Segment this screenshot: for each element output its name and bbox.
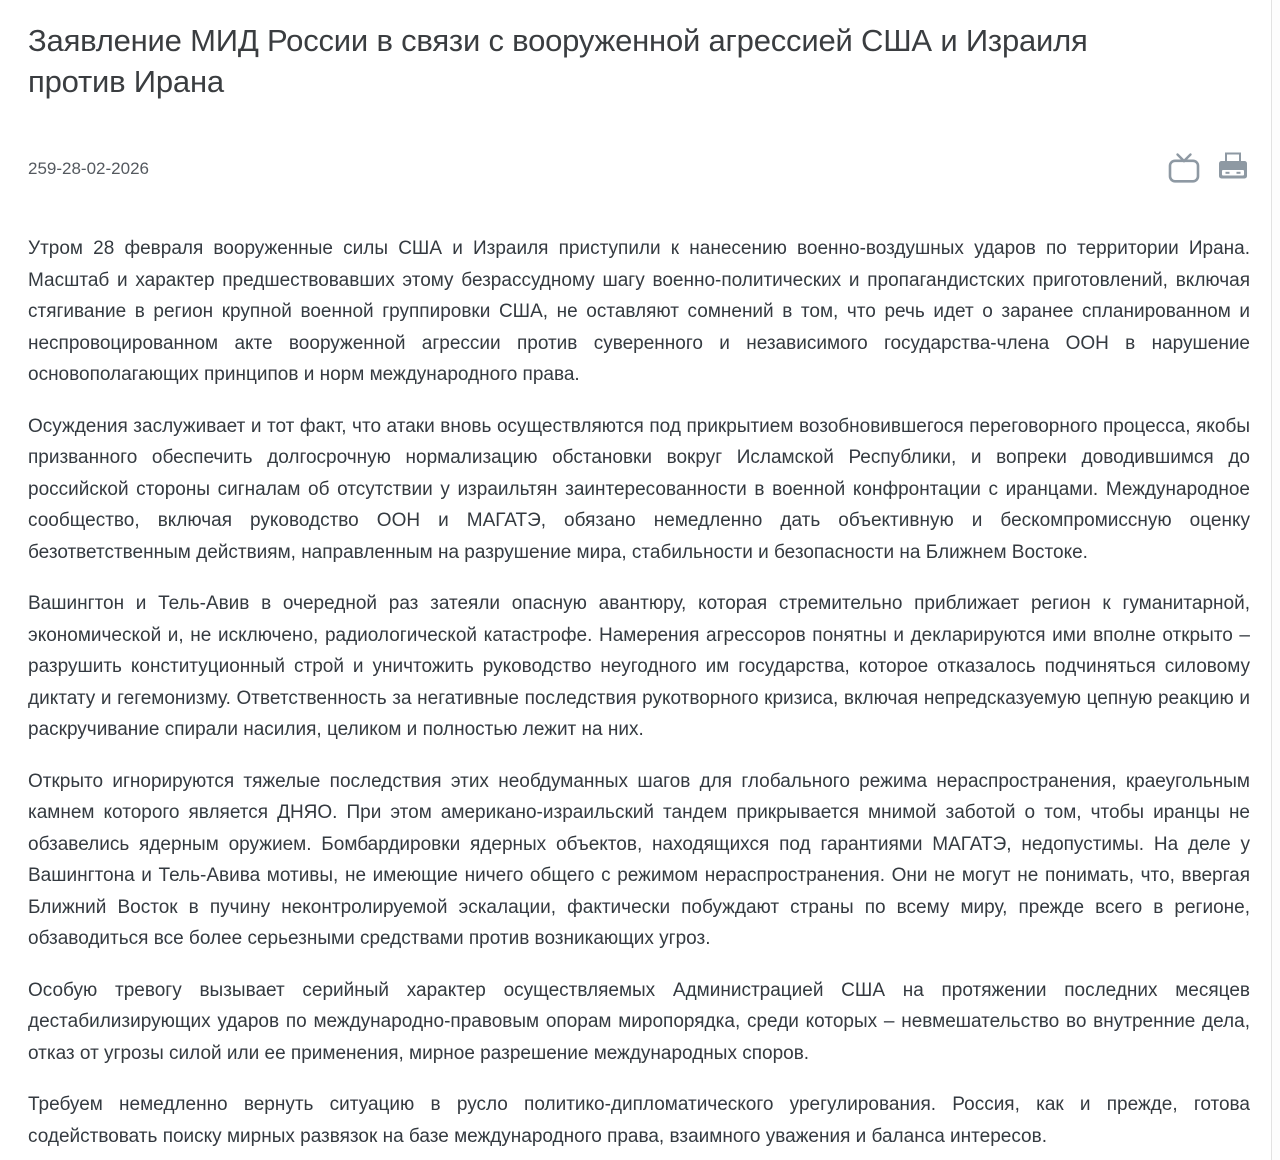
- tv-icon: [1167, 152, 1201, 187]
- article-paragraph: Вашингтон и Тель-Авив в очередной раз затеяли опасную авантюру, которая стремительно приближает регион к гуманитарной, экономической и, не исключено, радиологической катастрофе. Намерения агрессоров понятны и декларируются ими вполне открыто – разрушить конституционный строй и уничтожить руководство неугодного им государства, которое отказалось подчиняться силовому диктату и гегемонизму. Ответственность за негативные последствия рукотворного кризиса, включая непредсказуемую цепную реакцию и раскручивание спирали насилия, целиком и полностью лежит на них.: [28, 593, 1250, 740]
- article-body: [28, 233, 1250, 1152]
- doc-number: 259-28-02-2026: [28, 159, 149, 178]
- page-title: Заявление МИД России в связи с вооруженной агрессией США и Израиля против Ирана: [28, 23, 1088, 99]
- scrollbar-track[interactable]: [1271, 0, 1280, 1160]
- printer-icon: [1217, 152, 1249, 187]
- tv-video-button[interactable]: [1167, 152, 1201, 186]
- article-paragraph: Особую тревогу вызывает серийный характер осуществляемых Администрацией США на протяжении последних месяцев дестабилизирующих ударов по международно-правовым опорам миропорядка, среди которых – невмешательство во внутренние дела, отказ от угрозы силой или ее применения, мирное разрешение международных споров.: [28, 979, 1250, 1064]
- print-button[interactable]: [1216, 152, 1250, 186]
- meta-icons: [1167, 152, 1250, 186]
- article-paragraph: Утром 28 февраля вооруженные силы США и Израиля приступили к нанесению военно-воздушных ударов по территории Ирана. Масштаб и характер предшествовавших этому безрассудному шагу военно-политических и пропагандистских приготовлений, включая стягивание в регион крупной военной группировки США, не оставляют сомнений в том, что речь идет о заранее спланированном и неспровоцированном акте вооруженной агрессии против суверенного и независимого государства-члена ООН в нарушение основополагающих принципов и норм международного права.: [28, 238, 1250, 385]
- meta-row: [28, 152, 1250, 186]
- article-paragraph: Осуждения заслуживает и тот факт, что атаки вновь осуществляются под прикрытием возобновившегося переговорного процесса, якобы призванного обеспечить долгосрочную нормализацию обстановки вокруг Исламской Республики, и вопреки доводившимся до российской стороны сигналам об отсутствии у израильтян заинтересованности в военной конфронтации с иранцами. Международное сообщество, включая руководство ООН и МАГАТЭ, обязано немедленно дать объективную и бескомпромиссную оценку безответственным действиям, направленным на разрушение мира, стабильности и безопасности на Ближнем Востоке.: [28, 415, 1250, 563]
- article-paragraph: Требуем немедленно вернуть ситуацию в русло политико-дипломатического урегулирования. Россия, как и прежде, готова содействовать поиску мирных развязок на базе международного права, взаимного уважения и баланса интересов.: [28, 1094, 1250, 1147]
- article-paragraph: Открыто игнорируются тяжелые последствия этих необдуманных шагов для глобального режима нераспространения, краеугольным камнем которого является ДНЯО. При этом американо-израильский тандем прикрывается мнимой заботой о том, чтобы иранцы не обзавелись ядерным оружием. Бомбардировки ядерных объектов, находящихся под гарантиями МАГАТЭ, недопустимы. На деле у Вашингтона и Тель-Авива мотивы, не имеющие ничего общего с режимом нераспространения. Они не могут не понимать, что, ввергая Ближний Восток в пучину неконтролируемой эскалации, фактически побуждают страны по всему миру, прежде всего в регионе, обзаводиться все более серьезными средствами против возникающих угроз.: [28, 770, 1250, 949]
